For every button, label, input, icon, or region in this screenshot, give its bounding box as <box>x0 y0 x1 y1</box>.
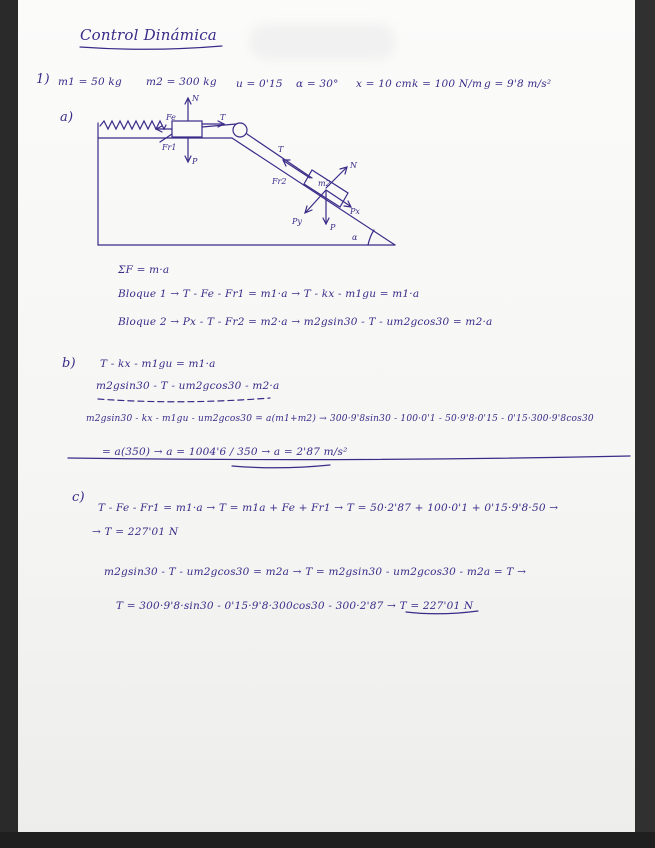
given-alpha: α = 30° <box>296 78 339 90</box>
part-b-line-1: T - kx - m1gu = m1·a <box>100 358 216 370</box>
part-a-eq-2: Bloque 1 → T - Fe - Fr1 = m1·a → T - kx - m1gu = m1·a <box>118 288 420 300</box>
part-c-line-2: → T = 227'01 N <box>92 526 179 538</box>
part-c-label: c) <box>72 490 85 505</box>
part-b-label: b) <box>62 356 76 371</box>
given-mu: u = 0'15 <box>236 78 283 90</box>
diagram-label-n2: N <box>350 161 357 170</box>
given-m2: m2 = 300 kg <box>146 76 217 88</box>
part-c-line-4: T = 300·9'8·sin30 - 0'15·9'8·300cos30 - 300·2'87 → T = 227'01 N <box>116 600 474 612</box>
part-a-eq-3: Bloque 2 → Px - T - Fr2 = m2·a → m2gsin30 - T - um2gcos30 = m2·a <box>118 316 493 328</box>
given-k: k = 100 N/m <box>412 78 483 90</box>
given-m1: m1 = 50 kg <box>58 76 122 88</box>
diagram-label-m2: m2 <box>318 179 331 188</box>
diagram-label-t1: T <box>220 113 226 122</box>
diagram-label-fe: Fe <box>166 113 176 122</box>
part-a-eq-1: ΣF = m·a <box>118 264 170 276</box>
diagram-label-p1: P <box>192 157 198 166</box>
diagram-label-n1: N <box>192 94 199 103</box>
part-c-line-3: m2gsin30 - T - um2gcos30 = m2a → T = m2gsin30 - um2gcos30 - m2a = T → <box>104 566 527 578</box>
diagram-label-fr1: Fr1 <box>162 143 177 152</box>
part-c-line-1: T - Fe - Fr1 = m1·a → T = m1a + Fe + Fr1 → T = 50·2'87 + 100·0'1 + 0'15·9'8·50 → <box>98 502 559 514</box>
part-a-label: a) <box>60 110 74 125</box>
diagram-label-px: Px <box>350 207 360 216</box>
given-x: x = 10 cm <box>356 78 412 90</box>
part-b-line-3: m2gsin30 - kx - m1gu - um2gcos30 = a(m1+m2) → 300·9'8sin30 - 100·0'1 - 50·9'8·0'15 - 0'15·300·9'8cos30 <box>86 414 594 424</box>
part-b-line-4: = a(350) → a = 1004'6 / 350 → a = 2'87 m/s² <box>102 446 348 458</box>
diagram-label-alpha: α <box>352 233 358 242</box>
diagram-label-fr2: Fr2 <box>272 177 287 186</box>
diagram-label-p2: P <box>330 223 336 232</box>
part-b-line-2: m2gsin30 - T - um2gcos30 - m2·a <box>96 380 280 392</box>
given-g: g = 9'8 m/s² <box>484 78 552 90</box>
page-title: Control Dinámica <box>80 26 217 44</box>
diagram-label-t2: T <box>278 145 284 154</box>
problem-number: 1) <box>36 72 50 87</box>
diagram-label-py: Py <box>292 217 302 226</box>
